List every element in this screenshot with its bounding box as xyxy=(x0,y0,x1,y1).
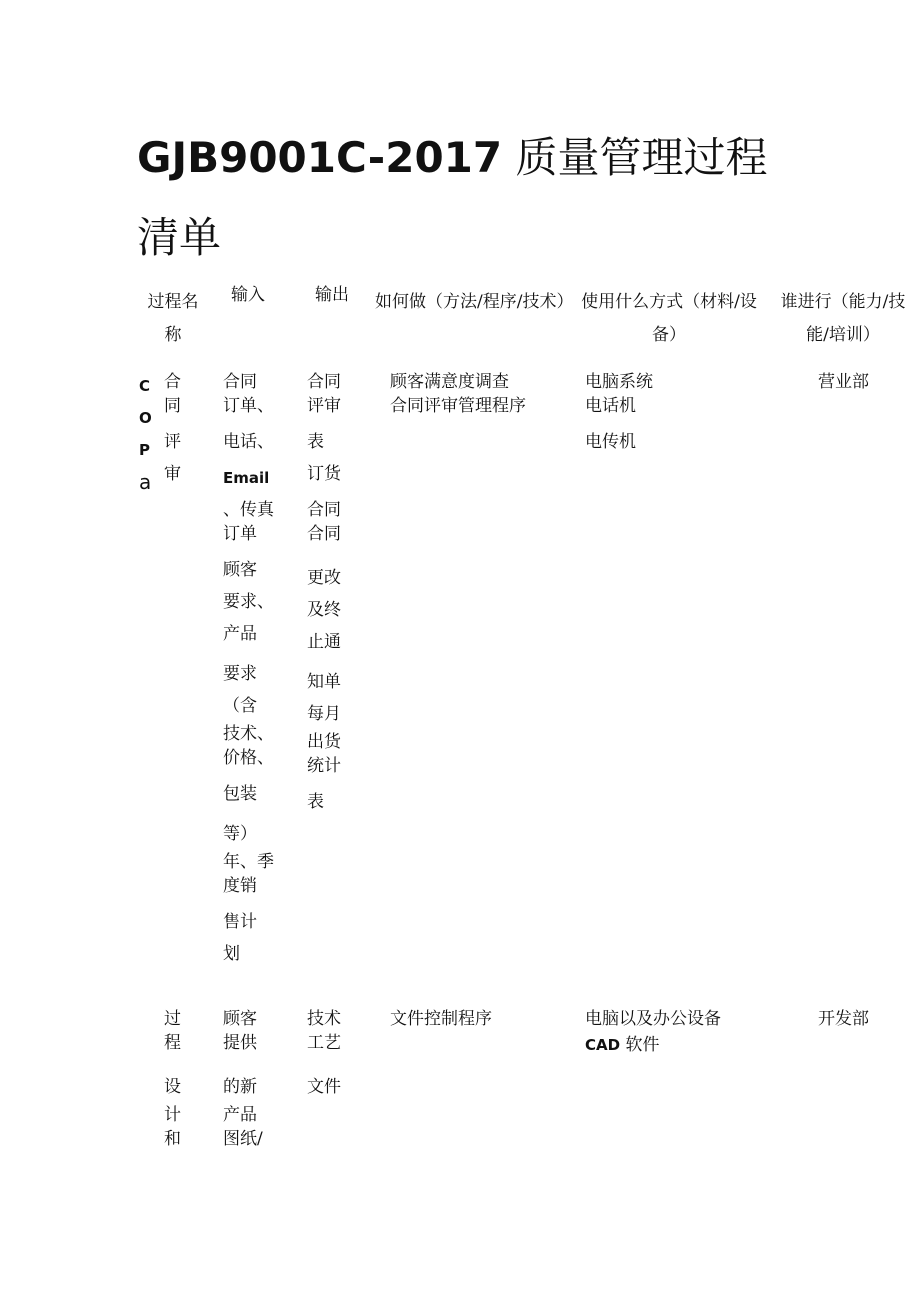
copa-letter: O xyxy=(139,409,152,427)
header-what: 使用什么方式（材料/设备） xyxy=(581,292,757,345)
title-code: GJB9001C-2017 xyxy=(137,133,503,182)
row2-process-name: 过 程 设 计 和 xyxy=(164,1009,181,1149)
row2-what: 电脑以及办公设备 CAD 软件 xyxy=(585,1009,721,1055)
row2-output: 技术 工艺 文件 xyxy=(307,1009,341,1097)
row1-process-name: 合 同 评 审 xyxy=(164,372,181,484)
row1-output: 合同 评审 表 订货 合同 合同 更改 及终 止通 知单 每月 出货 统计 表 xyxy=(307,372,341,812)
header-how: 如何做（方法/程序/技术） xyxy=(375,292,574,312)
row1-who: 营业部 xyxy=(818,372,869,392)
row1-how: 顾客满意度调查 合同评审管理程序 xyxy=(390,372,526,416)
header-input: 输入 xyxy=(231,285,265,305)
software-label: 软件 xyxy=(625,1035,660,1055)
row2-how: 文件控制程序 xyxy=(390,1009,492,1029)
row1-what: 电脑系统 电话机 电传机 xyxy=(585,372,653,452)
row2-who: 开发部 xyxy=(818,1009,869,1029)
row1-input: 合同 订单、 电话、 Email 、传真 订单 顾客 要求、 产品 要求 （含 技术、 价格、 包装 等） 年、季 度销 售计 划 xyxy=(223,372,274,964)
row2-input: 顾客 提供 的新 产品 图纸/ xyxy=(223,1009,263,1149)
header-who: 谁进行（能力/技能/培训） xyxy=(780,292,906,345)
title-text: 质量管理过程清单 xyxy=(137,133,768,262)
header-output: 输出 xyxy=(315,285,349,305)
cad-label: CAD xyxy=(585,1036,621,1054)
copa-letter: P xyxy=(139,441,150,459)
header-process-name: 过程名称 xyxy=(147,292,199,345)
copa-letter: a xyxy=(139,470,152,494)
copa-code xyxy=(139,370,155,498)
copa-letter: C xyxy=(139,377,151,395)
document-title xyxy=(137,118,777,278)
